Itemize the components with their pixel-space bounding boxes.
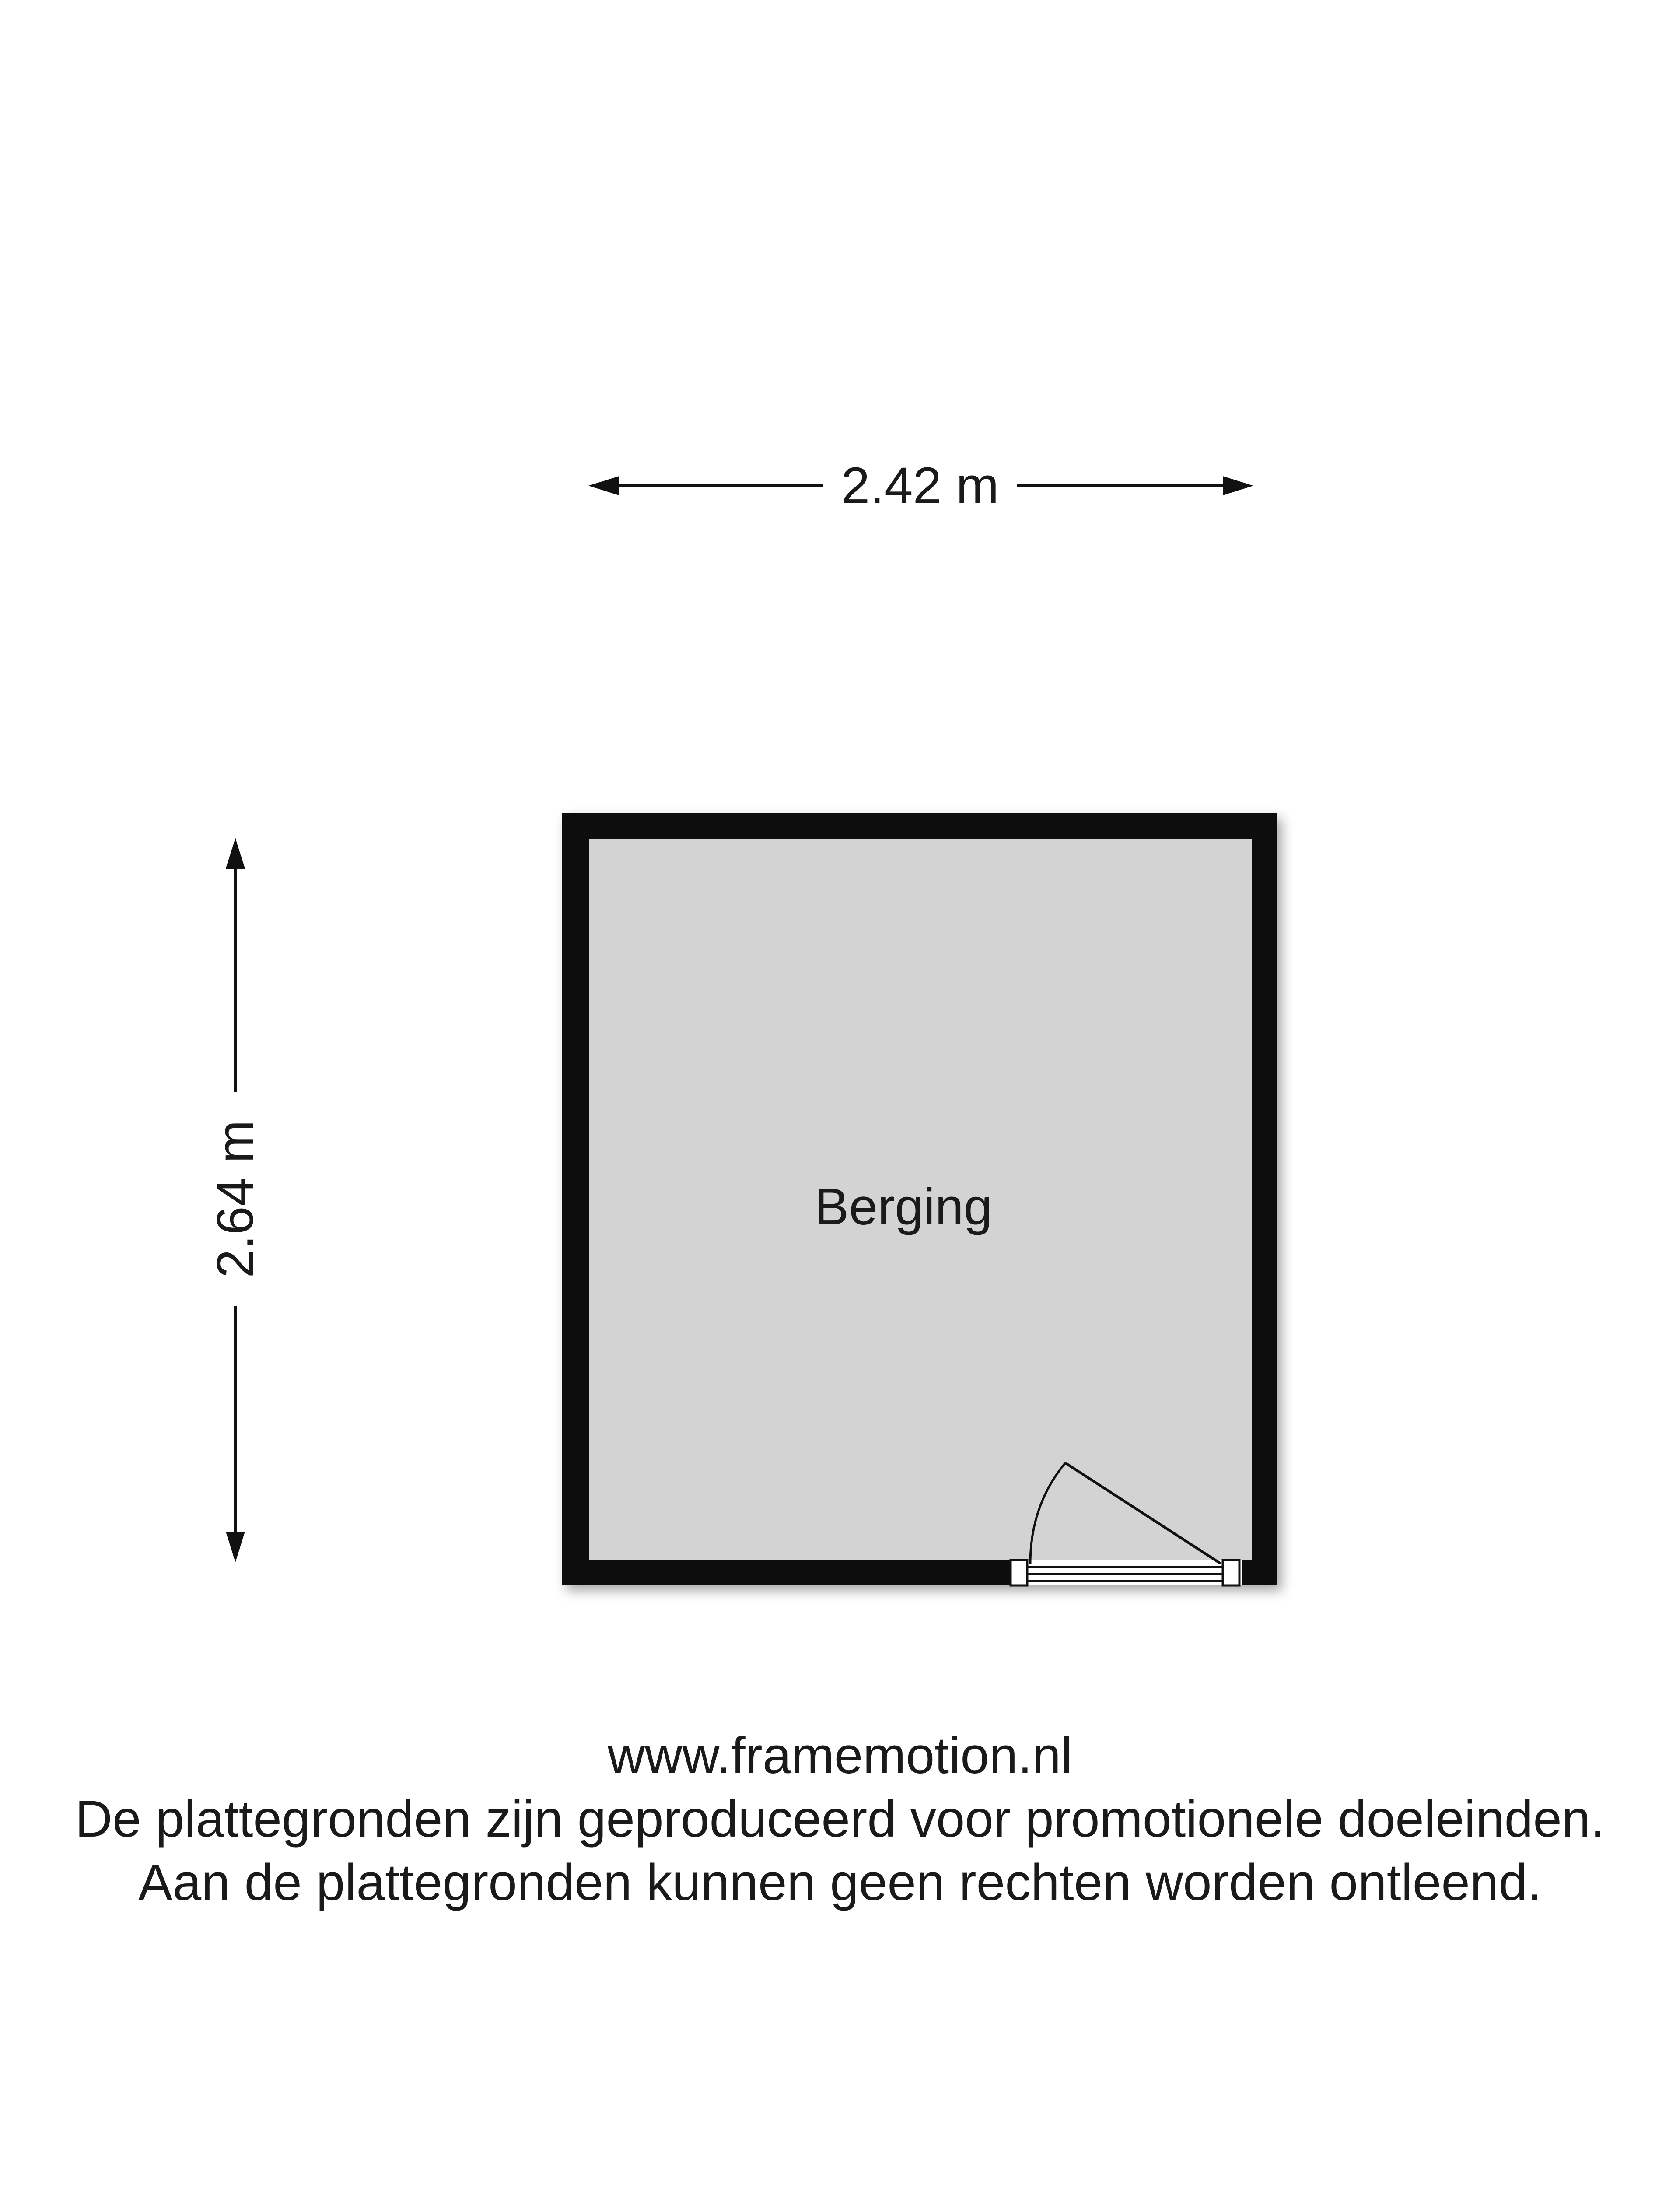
height-dimension-label: 2.64 m (206, 1120, 264, 1278)
website-link[interactable]: www.framemotion.nl (607, 1727, 1073, 1785)
door-jamb-right (1223, 1560, 1239, 1585)
width-dimension-label: 2.42 m (841, 457, 999, 515)
arrow-left-icon (588, 476, 619, 495)
room-label: Berging (814, 1178, 993, 1236)
width-dimension (588, 457, 1253, 515)
disclaimer-line-1: De plattegronden zijn geproduceerd voor promotionele doeleinden. (75, 1790, 1605, 1848)
height-dimension (206, 838, 264, 1562)
arrow-right-icon (1223, 476, 1253, 495)
door-jamb-left (1011, 1560, 1027, 1585)
arrow-up-icon (226, 838, 245, 869)
arrow-down-icon (226, 1532, 245, 1562)
disclaimer-line-2: Aan de plattegronden kunnen geen rechten worden ontleend. (138, 1854, 1542, 1911)
footer (0, 1724, 1680, 1914)
